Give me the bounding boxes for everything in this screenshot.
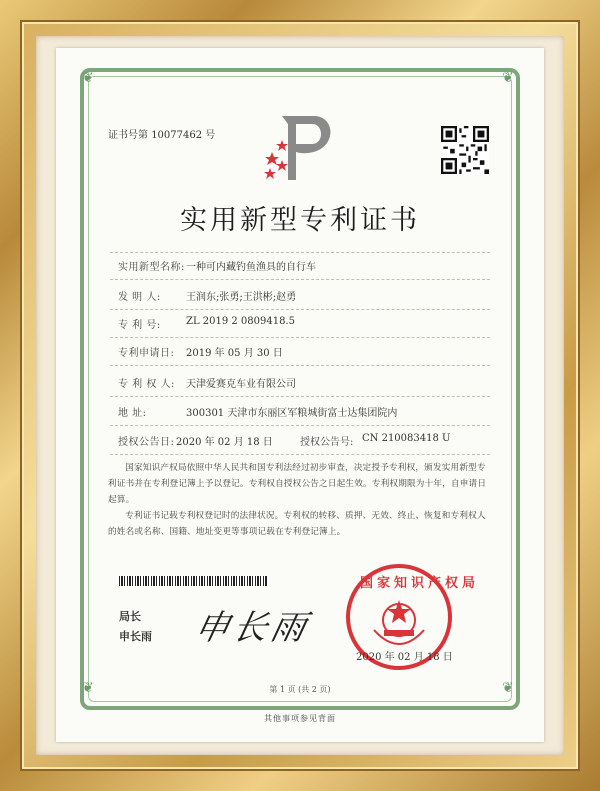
grant-date-value: 2020 年 02 月 18 日	[176, 437, 273, 448]
corner-vine-icon: ❦	[502, 70, 514, 86]
field-label-address: 地 址:	[118, 408, 147, 419]
seal-date: 2020 年 02 月 18 日	[356, 652, 453, 663]
field-value-inventor: 王润东;张勇;王洪彬;赵勇	[186, 292, 297, 303]
patent-office-emblem-icon	[262, 112, 338, 184]
field-label-inventor: 发 明 人:	[118, 292, 161, 303]
divider	[110, 365, 490, 366]
divider	[110, 396, 490, 397]
corner-vine-icon: ❦	[82, 70, 94, 86]
field-value-patent-number: ZL 2019 2 0809418.5	[186, 316, 296, 327]
field-value-patentee: 天津爱赛克车业有限公司	[186, 379, 296, 390]
divider	[110, 252, 490, 253]
field-label-patent-number: 专 利 号:	[118, 320, 161, 331]
field-label-patentee: 专 利 权 人:	[118, 379, 175, 390]
divider	[110, 337, 490, 338]
divider	[110, 454, 490, 455]
field-label-filing-date: 专利申请日:	[118, 348, 175, 359]
corner-vine-icon: ❦	[82, 680, 94, 696]
back-note: 其他事项参见背面	[264, 714, 336, 723]
field-value-design-name: 一种可内藏钓鱼渔具的自行车	[186, 262, 316, 273]
field-value-address: 300301 天津市东丽区军粮城街富士达集团院内	[186, 408, 398, 419]
certificate-title: 实用新型专利证书	[180, 205, 420, 236]
certificate-number: 证书号第 10077462 号	[108, 130, 216, 141]
grant-date-label: 授权公告日:	[118, 437, 175, 448]
qr-code-icon	[441, 126, 489, 174]
signature-title: 局长	[119, 610, 141, 623]
divider	[110, 309, 490, 310]
divider	[110, 425, 490, 426]
signature-name: 申长雨	[119, 630, 152, 643]
seal-text: 国家知识产权局	[360, 576, 480, 591]
legal-paragraph: 专利证书记载专利权登记时的法律状况。专利权的转移、质押、无效、终止、恢复和专利权人的姓名或名称、国籍、地址变更等事项记载在专利登记簿上。	[108, 511, 486, 537]
corner-vine-icon: ❦	[502, 680, 514, 696]
grant-number-label: 授权公告号:	[300, 437, 354, 448]
field-label-design-name: 实用新型名称:	[118, 262, 185, 273]
handwritten-signature: 申长雨	[191, 608, 314, 648]
field-value-filing-date: 2019 年 05 月 30 日	[186, 348, 283, 359]
barcode-icon	[119, 576, 267, 586]
divider	[110, 279, 490, 280]
page-indicator: 第 1 页 (共 2 页)	[269, 685, 331, 694]
legal-paragraph: 国家知识产权局依照中华人民共和国专利法经过初步审查，决定授予专利权，颁发实用新型专利证书并在专利登记簿上予以登记。专利权自授权公告之日起生效。专利权期限为十年，自申请日起算。	[108, 463, 487, 505]
grant-number-value: CN 210083418 U	[362, 433, 451, 444]
